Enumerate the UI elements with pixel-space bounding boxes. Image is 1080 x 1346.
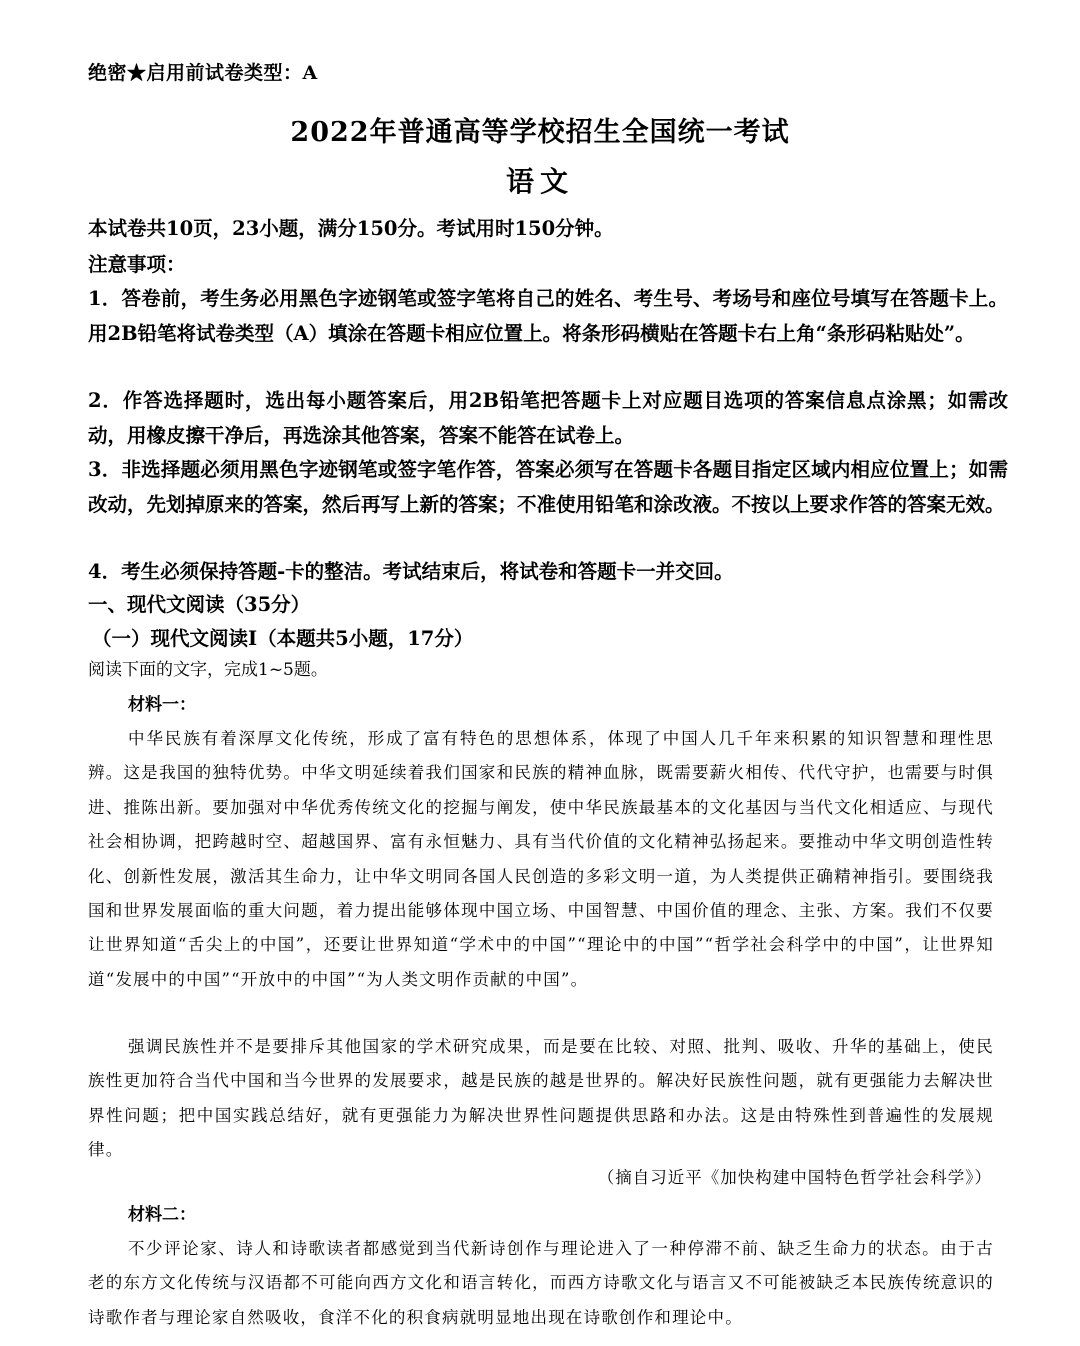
exam-title: 2022年普通高等学校招生全国统一考试 (290, 117, 790, 148)
material-2-label: 材料二： (128, 1205, 196, 1225)
secret-label: 绝密★启用前试卷类型：A (88, 62, 318, 84)
reading-instruction: 阅读下面的文字，完成1~5题。 (88, 660, 328, 680)
material-1-label: 材料一： (128, 695, 196, 715)
notice-item-2: 2．作答选择题时，选出每小题答案后，用2B铅笔把答题卡上对应题目选项的答案信息点涂黑；如需改动，用橡皮擦干净后，再选涂其他答案，答案不能答在试卷上。 (88, 389, 1008, 447)
section-heading: 一、现代文阅读（35分） (88, 593, 311, 616)
notice-item-4: 4．考生必须保持答题-卡的整洁。考试结束后，将试卷和答题卡一并交回。 (88, 560, 734, 583)
notice-item-3: 3．非选择题必须用黑色字迹钢笔或签字笔作答，答案必须写在答题卡各题目指定区域内相应位置上；如需改动，先划掉原来的答案，然后再写上新的答案；不准使用铅笔和涂改液。不按以上要求作答的答案无效。 (88, 458, 1008, 516)
section-subheading: （一）现代文阅读Ⅰ（本题共5小题，17分） (92, 627, 474, 650)
material-1-paragraph-2: 强调民族性并不是要排斥其他国家的学术研究成果，而是要在比较、对照、批判、吸收、升华的基础上，使民族性更加符合当代中国和当今世界的发展要求，越是民族的越是世界的。解决好民族性问题，就有更强能力去解决世界性问题；把中国实践总结好，就有更强能力为解决世界性问题提供思路和办法。这是由特殊性到普遍性的发展规律。 (88, 1037, 994, 1160)
material-1-paragraph-1: 中华民族有着深厚文化传统，形成了富有特色的思想体系，体现了中国人几千年来积累的知识智慧和理性思辨。这是我国的独特优势。中华文明延续着我们国家和民族的精神血脉，既需要薪火相传、代代守护，也需要与时俱进、推陈出新。要加强对中华优秀传统文化的挖掘与阐发，使中华民族最基本的文化基因与当代文化相适应、与现代社会相协调，把跨越时空、超越国界、富有永恒魅力、具有当代价值的文化精神弘扬起来。要推动中华文明创造性转化、创新性发展，激活其生命力，让中华文明同各国人民创造的多彩文明一道，为人类提供正确精神指引。要围绕我国和世界发展面临的重大问题，着力提出能够体现中国立场、中国智慧、中国价值的理念、主张、方案。我们不仅要让世界知道“舌尖上的中国”，还要让世界知道“学术中的中国”“理论中的中国”“哲学社会科学中的中国”，让世界知道“发展中的中国”“开放中的中国”“为人类文明作贡献的中国”。 (88, 729, 994, 989)
exam-summary: 本试卷共10页，23小题，满分150分。考试用时150分钟。 (88, 217, 614, 240)
notice-item-1: 1．答卷前，考生务必用黑色字迹钢笔或签字笔将自己的姓名、考生号、考场号和座位号填写在答题卡上。用2B铅笔将试卷类型（A）填涂在答题卡相应位置上。将条形码横贴在答题卡右上角“条形码粘贴处”。 (88, 287, 1008, 345)
material-1-source: （摘自习近平《加快构建中国特色哲学社会科学》） (597, 1168, 992, 1187)
notice-heading: 注意事项： (88, 253, 186, 276)
material-2-paragraph-1: 不少评论家、诗人和诗歌读者都感觉到当代新诗创作与理论进入了一种停滞不前、缺乏生命力的状态。由于古老的东方文化传统与汉语都不可能向西方文化和语言转化，而西方诗歌文化与语言又不可能被缺乏本民族传统意识的诗歌作者与理论家自然吸收，食洋不化的积食病就明显地出现在诗歌创作和理论中。 (88, 1239, 994, 1327)
subject-title: 语文 (505, 165, 574, 198)
